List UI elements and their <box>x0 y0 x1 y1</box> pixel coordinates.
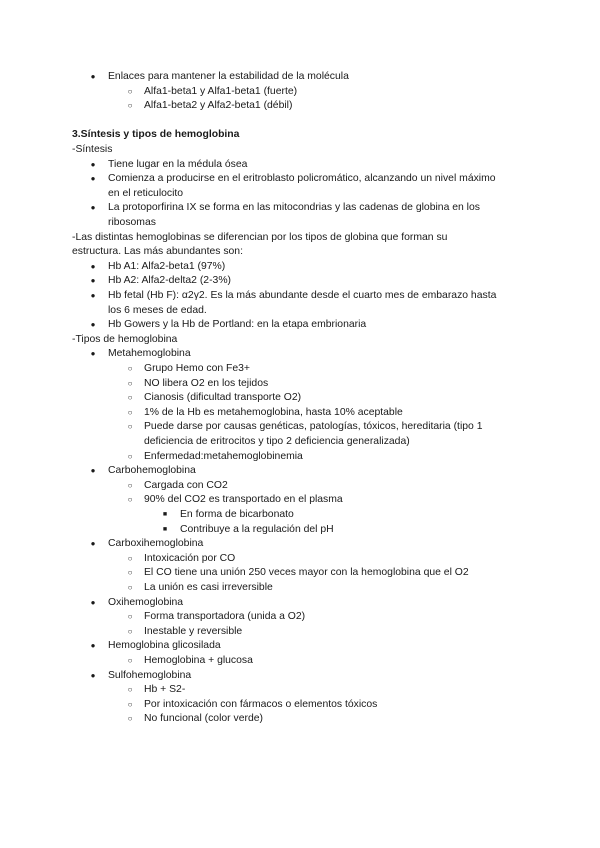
text-line: Carboxihemoglobina <box>108 538 204 550</box>
text-line: Forma transportadora (unida a O2) <box>144 611 306 623</box>
bullet-marker: ○ <box>127 86 133 96</box>
text-line: Hb Gowers y la Hb de Portland: en la etapa embrionaria <box>108 319 367 331</box>
text-line: Hb + S2- <box>144 684 186 696</box>
text-line: Hb fetal (Hb F): α2γ2. Es la más abundante desde el cuarto mes de embarazo hasta <box>108 290 497 301</box>
bullet-marker: ○ <box>127 407 133 417</box>
bullet-marker: ■ <box>162 525 168 533</box>
text-line: Hemoglobina + glucosa <box>144 655 253 666</box>
text-line: -Síntesis <box>72 144 113 155</box>
text-line: -Tipos de hemoglobina <box>72 333 178 345</box>
text-line: Hb A2: Alfa2-delta2 (2-3%) <box>108 275 232 287</box>
text-line: Cianosis (dificultad transporte O2) <box>144 392 302 404</box>
text-line: Carbohemoglobina <box>108 465 196 477</box>
text-line: -Las distintas hemoglobinas se diferencian por los tipos de globina que forman su <box>72 231 448 243</box>
text-line: Hb A1: Alfa2-beta1 (97%) <box>108 260 226 272</box>
text-line: Puede darse por causas genéticas, patologías, tóxicos, hereditaria (tipo 1 <box>144 421 483 433</box>
bullet-marker: ○ <box>127 393 133 403</box>
bullet-marker: ● <box>90 349 96 359</box>
text-line: los 6 meses de edad. <box>108 304 207 316</box>
text-line: Alfa1-beta1 y Alfa1-beta1 (fuerte) <box>144 85 298 97</box>
text-line: en el reticulocito <box>108 187 184 199</box>
text-line: estructura. Las más abundantes son: <box>72 246 243 258</box>
bullet-marker: ● <box>90 320 96 330</box>
bullet-marker: ● <box>90 539 96 549</box>
bullet-marker: ○ <box>127 656 133 665</box>
text-line: 1% de la Hb es metahemoglobina, hasta 10% aceptable <box>144 406 403 418</box>
section-heading: 3.Síntesis y tipos de hemoglobina <box>72 129 240 141</box>
text-line: Intoxicación por CO <box>144 552 236 564</box>
bullet-marker: ○ <box>127 568 133 578</box>
text-line: Enfermedad:metahemoglobinemia <box>144 450 303 462</box>
text-line: ribosomas <box>108 217 156 228</box>
text-line: Oxihemoglobina <box>108 596 184 608</box>
text-line: No funcional (color verde) <box>144 713 263 725</box>
bullet-marker: ● <box>90 261 96 271</box>
text-line: Tiene lugar en la médula ósea <box>108 158 248 170</box>
text-line: Contribuye a la regulación del pH <box>180 523 334 535</box>
bullet-marker: ○ <box>127 480 133 490</box>
bullet-marker: ○ <box>127 495 133 505</box>
bullet-marker: ● <box>90 174 96 184</box>
bullet-marker: ○ <box>127 101 133 111</box>
bullet-marker: ○ <box>127 553 133 563</box>
bullet-marker: ● <box>90 159 96 169</box>
text-line: Metahemoglobina <box>108 348 191 360</box>
bullet-marker: ● <box>90 670 96 680</box>
bullet-marker: ● <box>90 597 96 607</box>
bullet-marker: ○ <box>127 685 133 695</box>
bullet-marker: ○ <box>127 378 133 388</box>
bullet-marker: ○ <box>127 699 133 709</box>
text-line: NO libera O2 en los tejidos <box>144 377 269 389</box>
bullet-marker: ■ <box>162 511 168 518</box>
bullet-marker: ● <box>90 641 96 651</box>
bullet-marker: ○ <box>127 451 133 461</box>
text-line: Grupo Hemo con Fe3+ <box>144 363 250 374</box>
bullet-marker: ○ <box>127 364 133 373</box>
text-line: Comienza a producirse en el eritroblasto policromático, alcanzando un nivel máximo <box>108 173 496 185</box>
text-line: Inestable y reversible <box>144 625 243 637</box>
text-line: Por intoxicación con fármacos o elementos tóxicos <box>144 698 378 710</box>
text-line: 90% del CO2 es transportado en el plasma <box>144 494 343 506</box>
bullet-marker: ○ <box>127 612 133 622</box>
bullet-marker: ● <box>90 291 96 300</box>
bullet-marker: ○ <box>127 583 133 592</box>
text-line: Hemoglobina glicosilada <box>108 640 221 652</box>
text-line: Alfa1-beta2 y Alfa2-beta1 (débil) <box>144 100 293 112</box>
bullet-marker: ● <box>90 276 96 286</box>
text-line: Cargada con CO2 <box>144 479 228 491</box>
text-line: La protoporfirina IX se forma en las mitocondrias y las cadenas de globina en los <box>108 202 480 214</box>
text-line: Sulfohemoglobina <box>108 669 192 681</box>
bullet-marker: ○ <box>127 714 133 724</box>
text-line: Enlaces para mantener la estabilidad de la molécula <box>108 71 349 82</box>
bullet-marker: ○ <box>127 626 133 636</box>
bullet-marker: ● <box>90 203 96 213</box>
text-line: deficiencia de eritrocitos y tipo 2 deficiencia generalizada) <box>144 436 410 447</box>
bullet-marker: ● <box>90 72 96 81</box>
text-line: El CO tiene una unión 250 veces mayor con la hemoglobina que el O2 <box>144 567 469 579</box>
bullet-marker: ● <box>90 466 96 476</box>
text-line: En forma de bicarbonato <box>180 509 294 520</box>
text-line: La unión es casi irreversible <box>144 582 273 593</box>
bullet-marker: ○ <box>127 422 133 432</box>
